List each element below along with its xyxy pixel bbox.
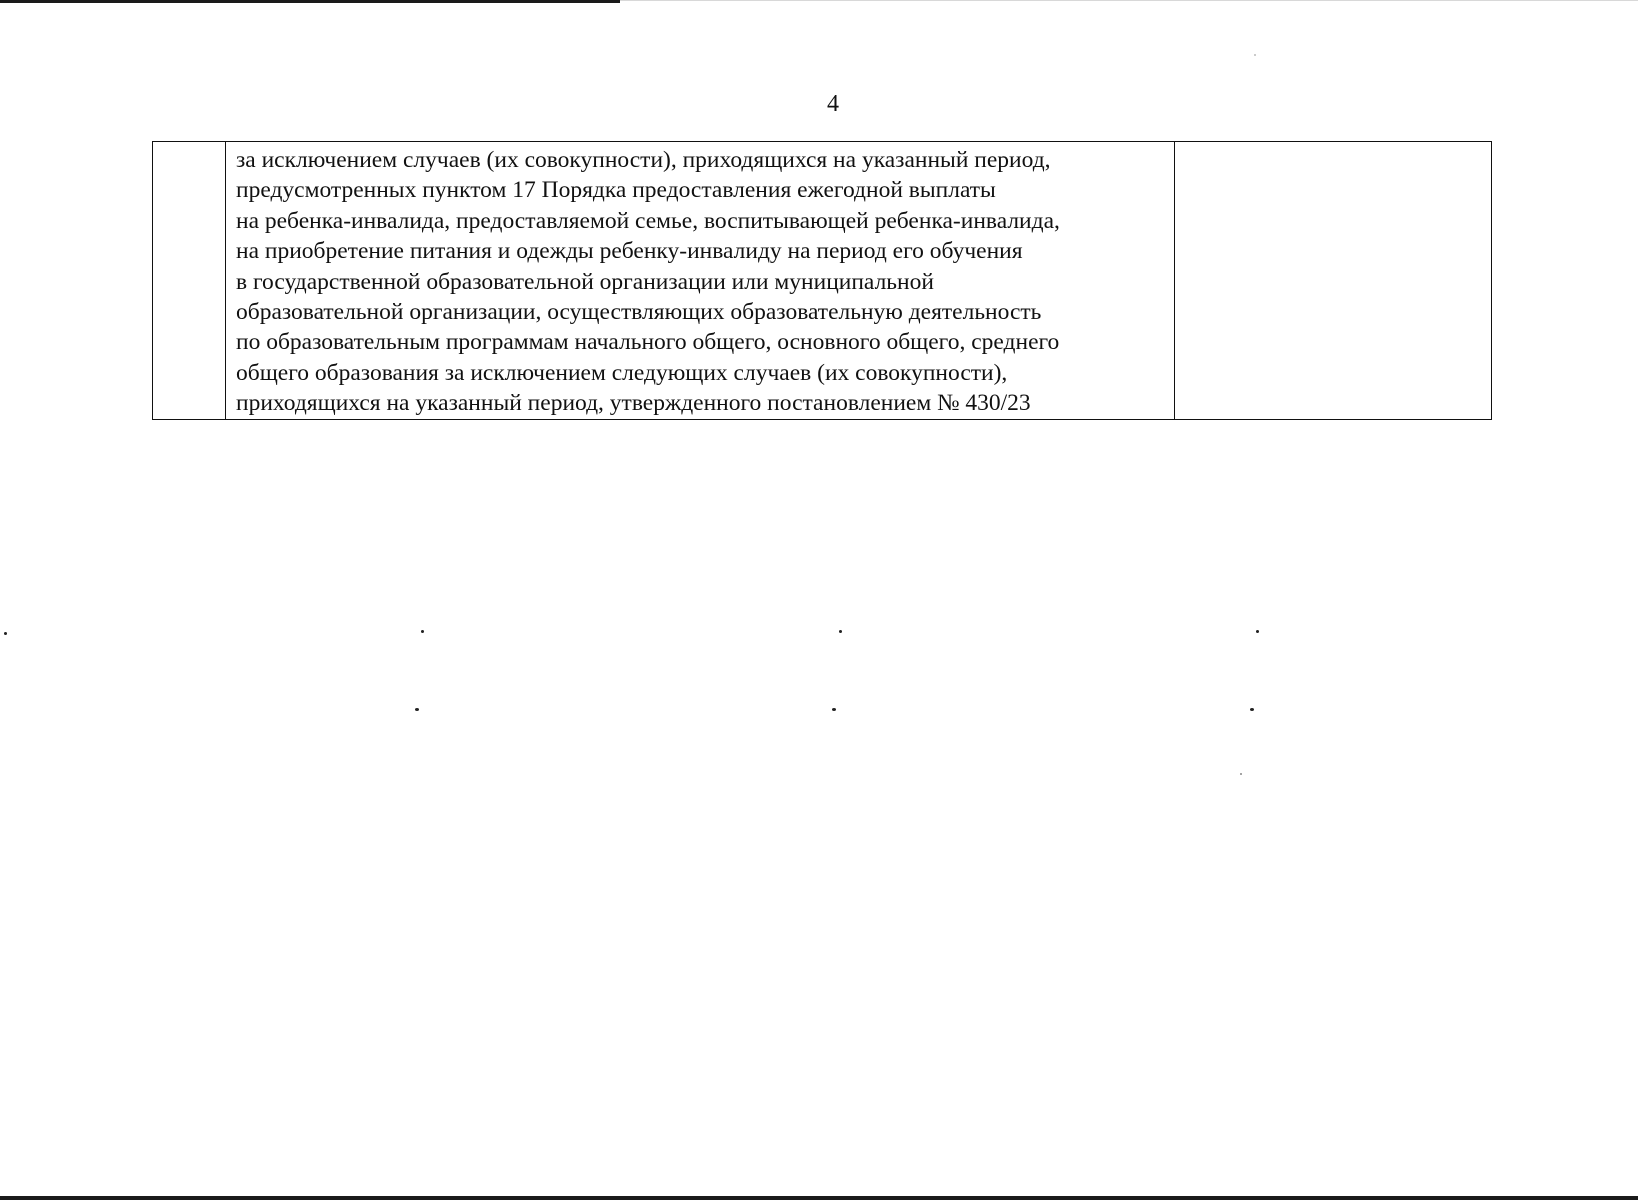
scan-speck (1240, 773, 1242, 775)
text-line: в государственной образовательной организации или муниципальной (236, 268, 934, 295)
table-row (153, 142, 1492, 420)
scan-speck (1254, 54, 1256, 56)
text-line: на приобретение питания и одежды ребенку-инвалиду на период его обучения (236, 238, 1023, 265)
page-number: 4 (827, 91, 839, 117)
text-line: приходящихся на указанный период, утвержденного постановлением № 430/23 (236, 390, 1031, 417)
table-cell-text (226, 142, 1175, 420)
scan-speck (1250, 708, 1254, 711)
text-line: общего образования за исключением следующих случаев (их совокупности), (236, 359, 1008, 386)
scan-speck (4, 632, 7, 635)
scan-speck (832, 708, 836, 711)
scan-speck (421, 630, 424, 633)
text-line: предусмотренных пунктом 17 Порядка предоставления ежегодной выплаты (236, 177, 996, 204)
scan-speck (415, 708, 419, 711)
scan-edge-bottom (0, 1196, 1638, 1200)
text-line: по образовательным программам начального общего, основного общего, среднего (236, 329, 1060, 356)
scan-speck (839, 630, 842, 633)
document-table (152, 141, 1492, 420)
cell-text-block (226, 142, 1174, 419)
table-cell-note (1175, 142, 1492, 420)
scan-speck (1256, 630, 1259, 633)
scan-edge-top-faint (620, 0, 1638, 1)
text-line: на ребенка-инвалида, предоставляемой семье, воспитывающей ребенка-инвалида, (236, 207, 1060, 234)
text-line: образовательной организации, осуществляющих образовательную деятельность (236, 299, 1042, 326)
text-line: за исключением случаев (их совокупности), приходящихся на указанный период, (236, 147, 1051, 173)
scan-edge-top (0, 0, 620, 3)
table-cell-number (153, 142, 226, 420)
